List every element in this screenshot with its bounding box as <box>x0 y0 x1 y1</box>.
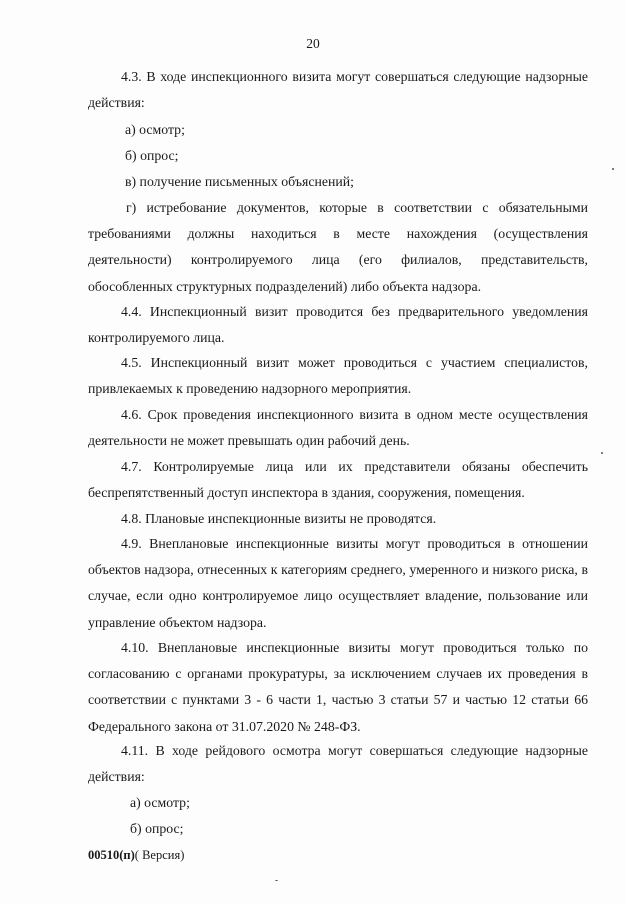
paragraph-4-11: 4.11. В ходе рейдового осмотра могут совершаться следующие надзорные действия: <box>88 743 588 785</box>
paragraph-4-8: 4.8. Плановые инспекционные визиты не проводятся. <box>121 511 437 526</box>
list-item-4-3-b: б) опрос; <box>125 148 179 163</box>
scan-speck <box>275 880 278 881</box>
scan-speck <box>601 452 603 454</box>
paragraph-4-3: 4.3. В ходе инспекционного визита могут совершаться следующие надзорные действия: <box>88 69 588 111</box>
paragraph-4-6: 4.6. Срок проведения инспекционного визита в одном месте осуществления деятельности не может превышать один рабочий день. <box>88 407 588 449</box>
document-code: 00510(п) <box>88 848 135 862</box>
paragraph-4-9: 4.9. Внеплановые инспекционные визиты могут проводиться в отношении объектов надзора, отнесенных к категориям среднего, умеренного и низкого риска, в случае, если одно контролируемое лицо осуществляет владение, пользование или управление объектом надзора. <box>88 536 588 630</box>
scan-speck <box>612 168 614 170</box>
paragraph-4-7: 4.7. Контролируемые лица или их представители обязаны обеспечить беспрепятственный доступ инспектора в здания, сооружения, помещения. <box>88 459 588 501</box>
list-item-4-11-a: а) осмотр; <box>130 795 190 810</box>
paragraph-4-3-d: г) истребование документов, которые в соответствии с обязательными требованиями должны находиться в месте нахождения (осуществления деятельности) контролируемого лица (его филиалов, представительств, обособленных структурных подразделений) либо объекта надзора. <box>88 200 588 294</box>
list-item-4-3-c: в) получение письменных объяснений; <box>125 174 354 189</box>
paragraph-4-4: 4.4. Инспекционный визит проводится без предварительного уведомления контролируемого лица. <box>88 304 588 346</box>
list-item-4-11-b: б) опрос; <box>130 821 184 836</box>
list-item-4-3-a: а) осмотр; <box>125 122 185 137</box>
paragraph-4-10: 4.10. Внеплановые инспекционные визиты могут проводиться только по согласованию с органами прокуратуры, за исключением случаев их проведения в соответствии с пунктами 3 - 6 части 1, частью 3 статьи 57 и частью 12 статьи 66 Федерального закона от 31.07.2020 № 248-ФЗ. <box>88 640 588 734</box>
page-number: 20 <box>306 36 320 51</box>
document-footer <box>88 848 184 863</box>
document-version: ( Версия) <box>134 848 185 862</box>
paragraph-4-5: 4.5. Инспекционный визит может проводиться с участием специалистов, привлекаемых к проведению надзорного мероприятия. <box>88 355 588 397</box>
